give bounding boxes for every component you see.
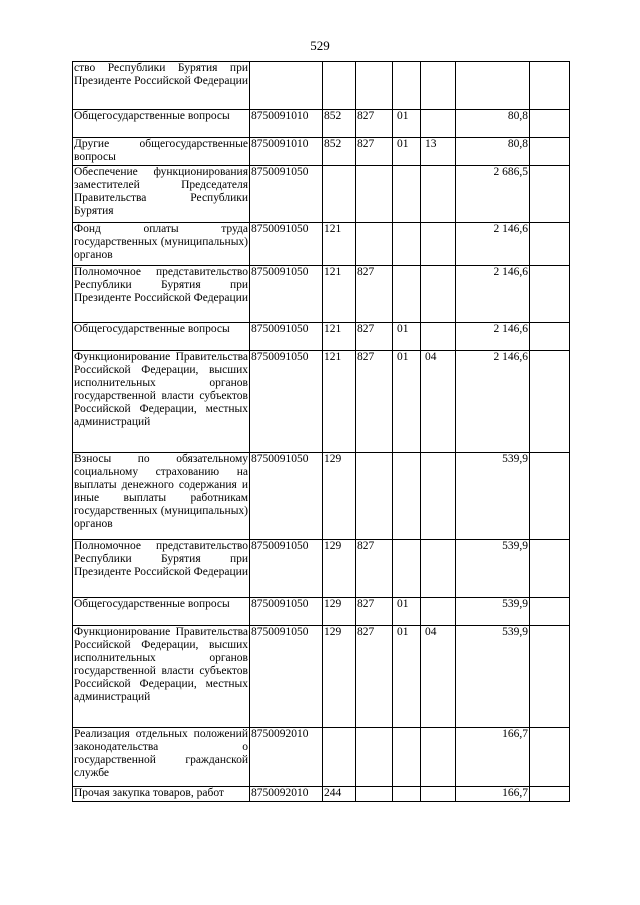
cell-amount: 166,7 xyxy=(456,728,530,787)
table-row xyxy=(73,453,570,540)
cell-subsection xyxy=(421,266,456,323)
cell-subsection xyxy=(421,787,456,802)
cell-name: Обеспечение функционирования заместителей Председателя Правительства Республики Бурятия xyxy=(73,166,250,223)
cell-target-code: 8750091050 xyxy=(250,453,323,540)
cell-empty xyxy=(530,138,570,166)
cell-subsection: 13 xyxy=(421,138,456,166)
cell-expense-type: 121 xyxy=(323,223,356,266)
cell-target-code: 8750091050 xyxy=(250,540,323,598)
cell-section xyxy=(393,540,421,598)
cell-section: 01 xyxy=(393,323,421,351)
cell-subsection xyxy=(421,62,456,110)
cell-subsection xyxy=(421,110,456,138)
cell-subsection xyxy=(421,166,456,223)
table-row xyxy=(73,266,570,323)
cell-name: Другие общегосударственные вопросы xyxy=(73,138,250,166)
cell-amount: 539,9 xyxy=(456,626,530,728)
cell-amount: 2 686,5 xyxy=(456,166,530,223)
cell-amount: 2 146,6 xyxy=(456,351,530,453)
cell-section: 01 xyxy=(393,351,421,453)
cell-amount xyxy=(456,62,530,110)
cell-target-code: 8750091050 xyxy=(250,626,323,728)
cell-amount: 539,9 xyxy=(456,540,530,598)
cell-target-code: 8750091050 xyxy=(250,266,323,323)
page-number: 529 xyxy=(310,38,330,53)
cell-expense-type: 121 xyxy=(323,351,356,453)
cell-target-code: 8750091010 xyxy=(250,110,323,138)
table-row xyxy=(73,110,570,138)
cell-target-code: 8750091010 xyxy=(250,138,323,166)
cell-section xyxy=(393,266,421,323)
cell-admin-code xyxy=(356,62,393,110)
cell-subsection: 04 xyxy=(421,351,456,453)
cell-expense-type: 129 xyxy=(323,540,356,598)
cell-empty xyxy=(530,453,570,540)
cell-admin-code: 827 xyxy=(356,110,393,138)
cell-section: 01 xyxy=(393,626,421,728)
cell-target-code: 8750091050 xyxy=(250,598,323,626)
cell-amount: 539,9 xyxy=(456,453,530,540)
cell-name: Взносы по обязательному социальному страхованию на выплаты денежного содержания и иные выплаты работникам государственных (муниципальных) органов xyxy=(73,453,250,540)
cell-admin-code: 827 xyxy=(356,323,393,351)
cell-subsection xyxy=(421,453,456,540)
table-row xyxy=(73,626,570,728)
cell-admin-code xyxy=(356,453,393,540)
cell-name: Фонд оплаты труда государственных (муниципальных) органов xyxy=(73,223,250,266)
table-row xyxy=(73,138,570,166)
cell-empty xyxy=(530,626,570,728)
cell-empty xyxy=(530,787,570,802)
cell-target-code xyxy=(250,62,323,110)
cell-section: 01 xyxy=(393,138,421,166)
cell-name: Общегосударственные вопросы xyxy=(73,323,250,351)
cell-amount: 2 146,6 xyxy=(456,323,530,351)
cell-expense-type xyxy=(323,166,356,223)
cell-admin-code: 827 xyxy=(356,598,393,626)
cell-admin-code: 827 xyxy=(356,266,393,323)
cell-expense-type: 129 xyxy=(323,626,356,728)
cell-section: 01 xyxy=(393,110,421,138)
cell-section xyxy=(393,223,421,266)
table-row xyxy=(73,351,570,453)
cell-section: 01 xyxy=(393,598,421,626)
cell-expense-type: 129 xyxy=(323,598,356,626)
cell-admin-code xyxy=(356,728,393,787)
cell-empty xyxy=(530,166,570,223)
cell-subsection xyxy=(421,323,456,351)
cell-name: Общегосударственные вопросы xyxy=(73,598,250,626)
cell-admin-code: 827 xyxy=(356,626,393,728)
cell-amount: 80,8 xyxy=(456,110,530,138)
cell-target-code: 8750092010 xyxy=(250,728,323,787)
cell-admin-code xyxy=(356,223,393,266)
cell-subsection xyxy=(421,598,456,626)
cell-expense-type: 121 xyxy=(323,323,356,351)
cell-subsection xyxy=(421,728,456,787)
cell-target-code: 8750091050 xyxy=(250,166,323,223)
cell-expense-type: 121 xyxy=(323,266,356,323)
cell-expense-type xyxy=(323,728,356,787)
cell-target-code: 8750092010 xyxy=(250,787,323,802)
cell-admin-code: 827 xyxy=(356,351,393,453)
cell-target-code: 8750091050 xyxy=(250,351,323,453)
cell-admin-code: 827 xyxy=(356,138,393,166)
cell-name: Общегосударственные вопросы xyxy=(73,110,250,138)
cell-name: Прочая закупка товаров, работ xyxy=(73,787,250,802)
cell-section xyxy=(393,787,421,802)
cell-name: ство Республики Бурятия при Президенте Российской Федерации xyxy=(73,62,250,110)
cell-target-code: 8750091050 xyxy=(250,223,323,266)
cell-empty xyxy=(530,62,570,110)
cell-empty xyxy=(530,540,570,598)
table-row xyxy=(73,166,570,223)
cell-target-code: 8750091050 xyxy=(250,323,323,351)
cell-expense-type: 852 xyxy=(323,138,356,166)
cell-name: Функционирование Правительства Российской Федерации, высших исполнительных органов государственной власти субъектов Российской Федерации, местных администраций xyxy=(73,626,250,728)
cell-amount: 2 146,6 xyxy=(456,266,530,323)
cell-amount: 2 146,6 xyxy=(456,223,530,266)
cell-empty xyxy=(530,223,570,266)
cell-empty xyxy=(530,598,570,626)
cell-subsection xyxy=(421,223,456,266)
cell-amount: 80,8 xyxy=(456,138,530,166)
table-row xyxy=(73,728,570,787)
cell-name: Реализация отдельных положений законодательства о государственной гражданской службе xyxy=(73,728,250,787)
cell-section xyxy=(393,166,421,223)
cell-admin-code xyxy=(356,166,393,223)
cell-admin-code: 827 xyxy=(356,540,393,598)
cell-subsection xyxy=(421,540,456,598)
table-row xyxy=(73,323,570,351)
cell-section xyxy=(393,62,421,110)
cell-section xyxy=(393,728,421,787)
cell-name: Полномочное представительство Республики Бурятия при Президенте Российской Федерации xyxy=(73,266,250,323)
cell-section xyxy=(393,453,421,540)
cell-empty xyxy=(530,266,570,323)
table-row xyxy=(73,62,570,110)
cell-expense-type xyxy=(323,62,356,110)
table-row xyxy=(73,598,570,626)
table-row xyxy=(73,223,570,266)
cell-empty xyxy=(530,728,570,787)
cell-empty xyxy=(530,110,570,138)
cell-name: Функционирование Правительства Российской Федерации, высших исполнительных органов государственной власти субъектов Российской Федерации, местных администраций xyxy=(73,351,250,453)
cell-empty xyxy=(530,323,570,351)
cell-subsection: 04 xyxy=(421,626,456,728)
table-row xyxy=(73,787,570,802)
cell-expense-type: 852 xyxy=(323,110,356,138)
cell-expense-type: 129 xyxy=(323,453,356,540)
table-row xyxy=(73,540,570,598)
cell-empty xyxy=(530,351,570,453)
budget-table xyxy=(72,61,570,802)
cell-amount: 166,7 xyxy=(456,787,530,802)
table-body xyxy=(73,62,570,802)
cell-admin-code xyxy=(356,787,393,802)
cell-name: Полномочное представительство Республики Бурятия при Президенте Российской Федерации xyxy=(73,540,250,598)
cell-amount: 539,9 xyxy=(456,598,530,626)
cell-expense-type: 244 xyxy=(323,787,356,802)
